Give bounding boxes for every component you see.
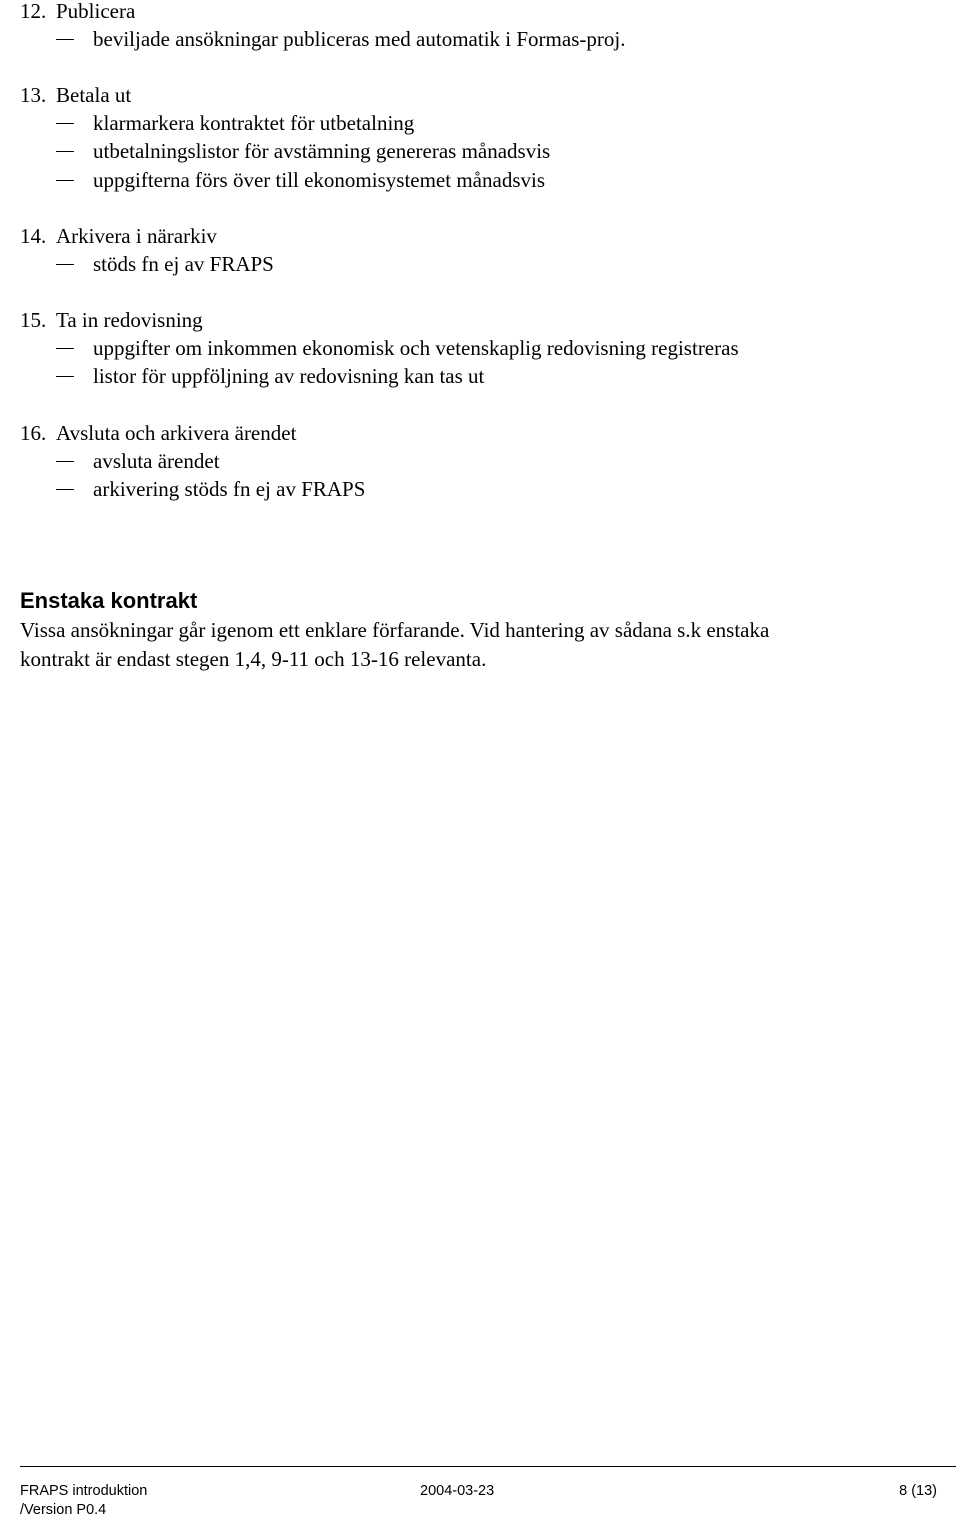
step-number: 15. [20, 308, 47, 332]
step-title: Avsluta och arkivera ärendet [56, 421, 297, 445]
step-title: Betala ut [56, 83, 132, 107]
dash-icon [56, 376, 74, 377]
step-title: Publicera [56, 0, 136, 23]
list-item [20, 109, 940, 137]
list-item-text: stöds fn ej av FRAPS [93, 252, 274, 276]
list-item-text: uppgifter om inkommen ekonomisk och vetenskaplig redovisning registreras [93, 336, 739, 360]
list-item-text: avsluta ärendet [93, 449, 220, 473]
list-item [20, 447, 940, 475]
dash-icon [56, 180, 74, 181]
step-16 [20, 419, 940, 504]
list-item [20, 362, 940, 390]
step-title: Ta in redovisning [56, 308, 203, 332]
list-item-text: utbetalningslistor för avstämning genereras månadsvis [93, 139, 551, 164]
dash-icon [56, 151, 74, 152]
section-line: Vissa ansökningar går igenom ett enklare förfarande. Vid hantering av sådana s.k enstaka [20, 618, 770, 642]
step-heading [20, 306, 940, 334]
step-12 [20, 0, 940, 53]
footer-document-name: FRAPS introduktion [20, 1483, 148, 1499]
list-item [20, 137, 940, 165]
footer-date: 2004-03-23 [420, 1483, 495, 1499]
section-title: Enstaka kontrakt [20, 588, 198, 613]
step-15 [20, 306, 940, 391]
footer-page-number: 8 (13) [899, 1483, 937, 1499]
dash-icon [56, 123, 74, 124]
list-item-text: uppgifterna förs över till ekonomisystemet månadsvis [93, 167, 545, 192]
step-heading [20, 81, 940, 109]
dash-icon [56, 348, 74, 349]
footer-version: /Version P0.4 [20, 1502, 107, 1518]
step-heading [20, 0, 940, 25]
dash-icon [56, 489, 74, 490]
step-number: 14. [20, 224, 47, 248]
footer-divider [20, 1466, 956, 1467]
step-14 [20, 222, 940, 278]
section-body [20, 616, 940, 673]
step-number: 13. [20, 83, 47, 107]
step-heading [20, 222, 940, 250]
dash-icon [56, 39, 74, 40]
list-item [20, 25, 940, 53]
dash-icon [56, 461, 74, 462]
list-item-text: listor för uppföljning av redovisning kan tas ut [93, 364, 485, 389]
list-item [20, 475, 940, 503]
step-number: 16. [20, 421, 47, 445]
section-line: kontrakt är endast stegen 1,4, 9-11 och 13-16 relevanta. [20, 646, 487, 671]
list-item [20, 334, 940, 362]
list-item [20, 250, 940, 278]
list-item-text: arkivering stöds fn ej av FRAPS [93, 477, 366, 502]
step-13 [20, 81, 940, 194]
step-number: 12. [20, 0, 47, 23]
list-item-text: klarmarkera kontraktet för utbetalning [93, 111, 415, 135]
step-heading [20, 419, 940, 447]
section-enstaka-kontrakt [20, 586, 940, 673]
dash-icon [56, 264, 74, 265]
step-title: Arkivera i närarkiv [56, 224, 217, 248]
list-item [20, 166, 940, 194]
list-item-text: beviljade ansökningar publiceras med automatik i Formas-proj. [93, 27, 626, 51]
